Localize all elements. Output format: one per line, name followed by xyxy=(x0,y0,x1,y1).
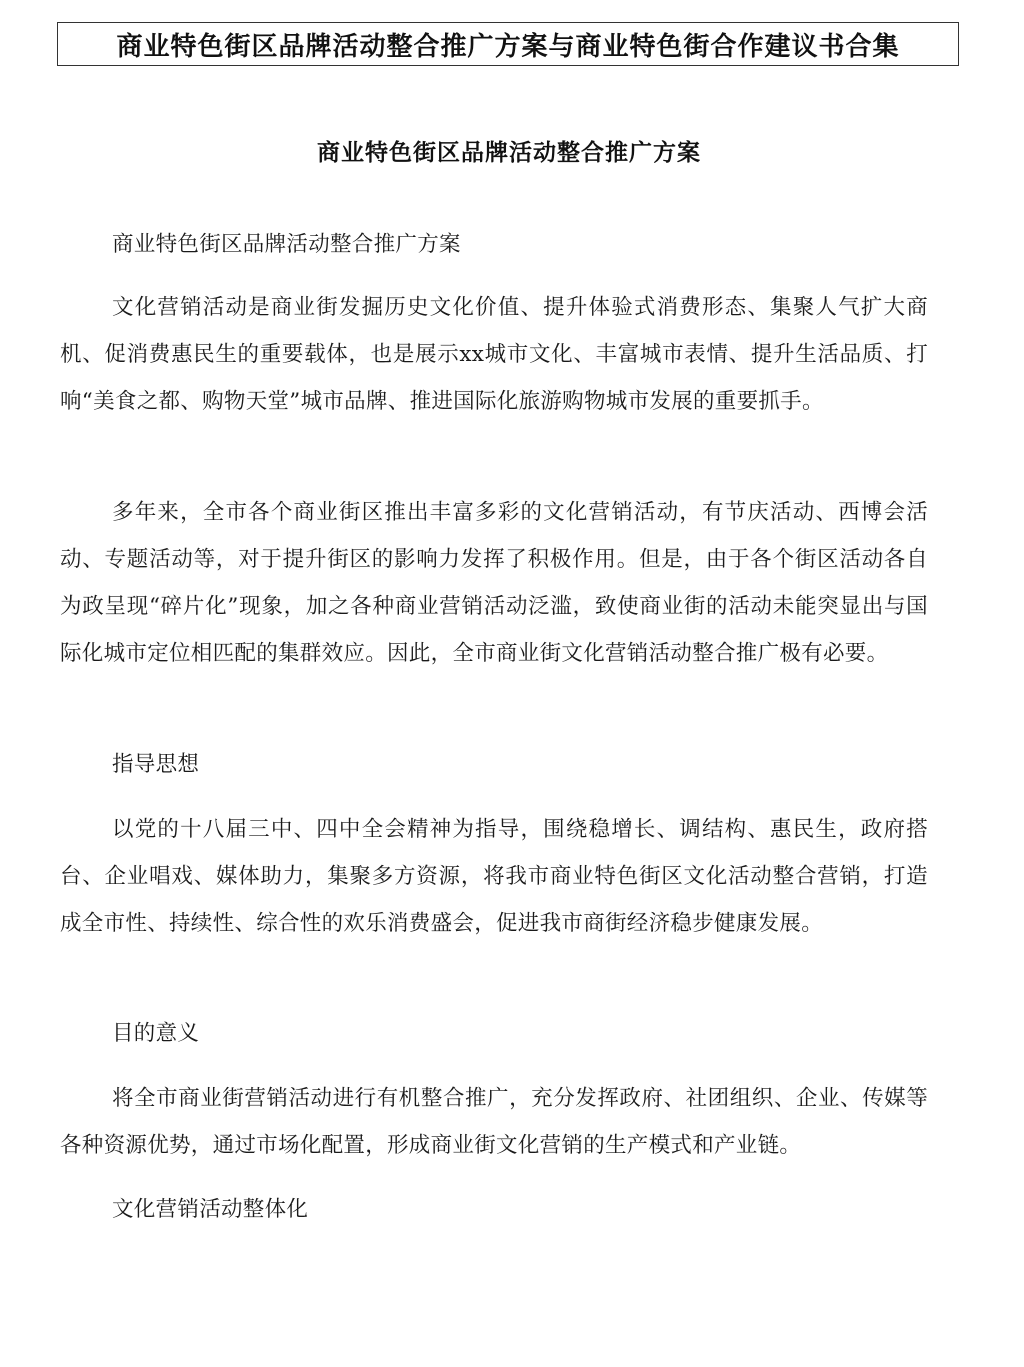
paragraph-background: 多年来，全市各个商业街区推出丰富多彩的文化营销活动，有节庆活动、西博会活动、专题活动等，对于提升街区的影响力发挥了积极作用。但是，由于各个街区活动各自为政呈现“碎片化”现象，加之各种商业营销活动泛滥，致使商业街的活动未能突显出与国际化城市定位相匹配的集群效应。因此，全市商业街文化营销活动整合推广极有必要。 xyxy=(60,500,928,666)
document-title: 商业特色街区品牌活动整合推广方案 xyxy=(317,140,701,166)
collection-title: 商业特色街区品牌活动整合推广方案与商业特色街合作建议书合集 xyxy=(116,31,900,62)
document-subtitle: 商业特色街区品牌活动整合推广方案 xyxy=(112,232,461,257)
paragraph-purpose: 将全市商业街营销活动进行有机整合推广，充分发挥政府、社团组织、企业、传媒等各种资源优势，通过市场化配置，形成商业街文化营销的生产模式和产业链。 xyxy=(60,1086,928,1158)
paragraph-guiding-ideology: 以党的十八届三中、四中全会精神为指导，围绕稳增长、调结构、惠民生，政府搭台、企业唱戏、媒体助力，集聚多方资源，将我市商业特色街区文化活动整合营销，打造成全市性、持续性、综合性的欢乐消费盛会，促进我市商街经济稳步健康发展。 xyxy=(60,817,928,936)
heading-guiding-ideology: 指导思想 xyxy=(112,752,200,777)
collection-title-box xyxy=(57,22,959,66)
heading-purpose: 目的意义 xyxy=(112,1021,200,1046)
paragraph-intro: 文化营销活动是商业街发掘历史文化价值、提升体验式消费形态、集聚人气扩大商机、促消费惠民生的重要载体，也是展示xx城市文化、丰富城市表情、提升生活品质、打响“美食之都、购物天堂”城市品牌、推进国际化旅游购物城市发展的重要抓手。 xyxy=(60,295,928,414)
heading-integration: 文化营销活动整体化 xyxy=(112,1197,309,1222)
